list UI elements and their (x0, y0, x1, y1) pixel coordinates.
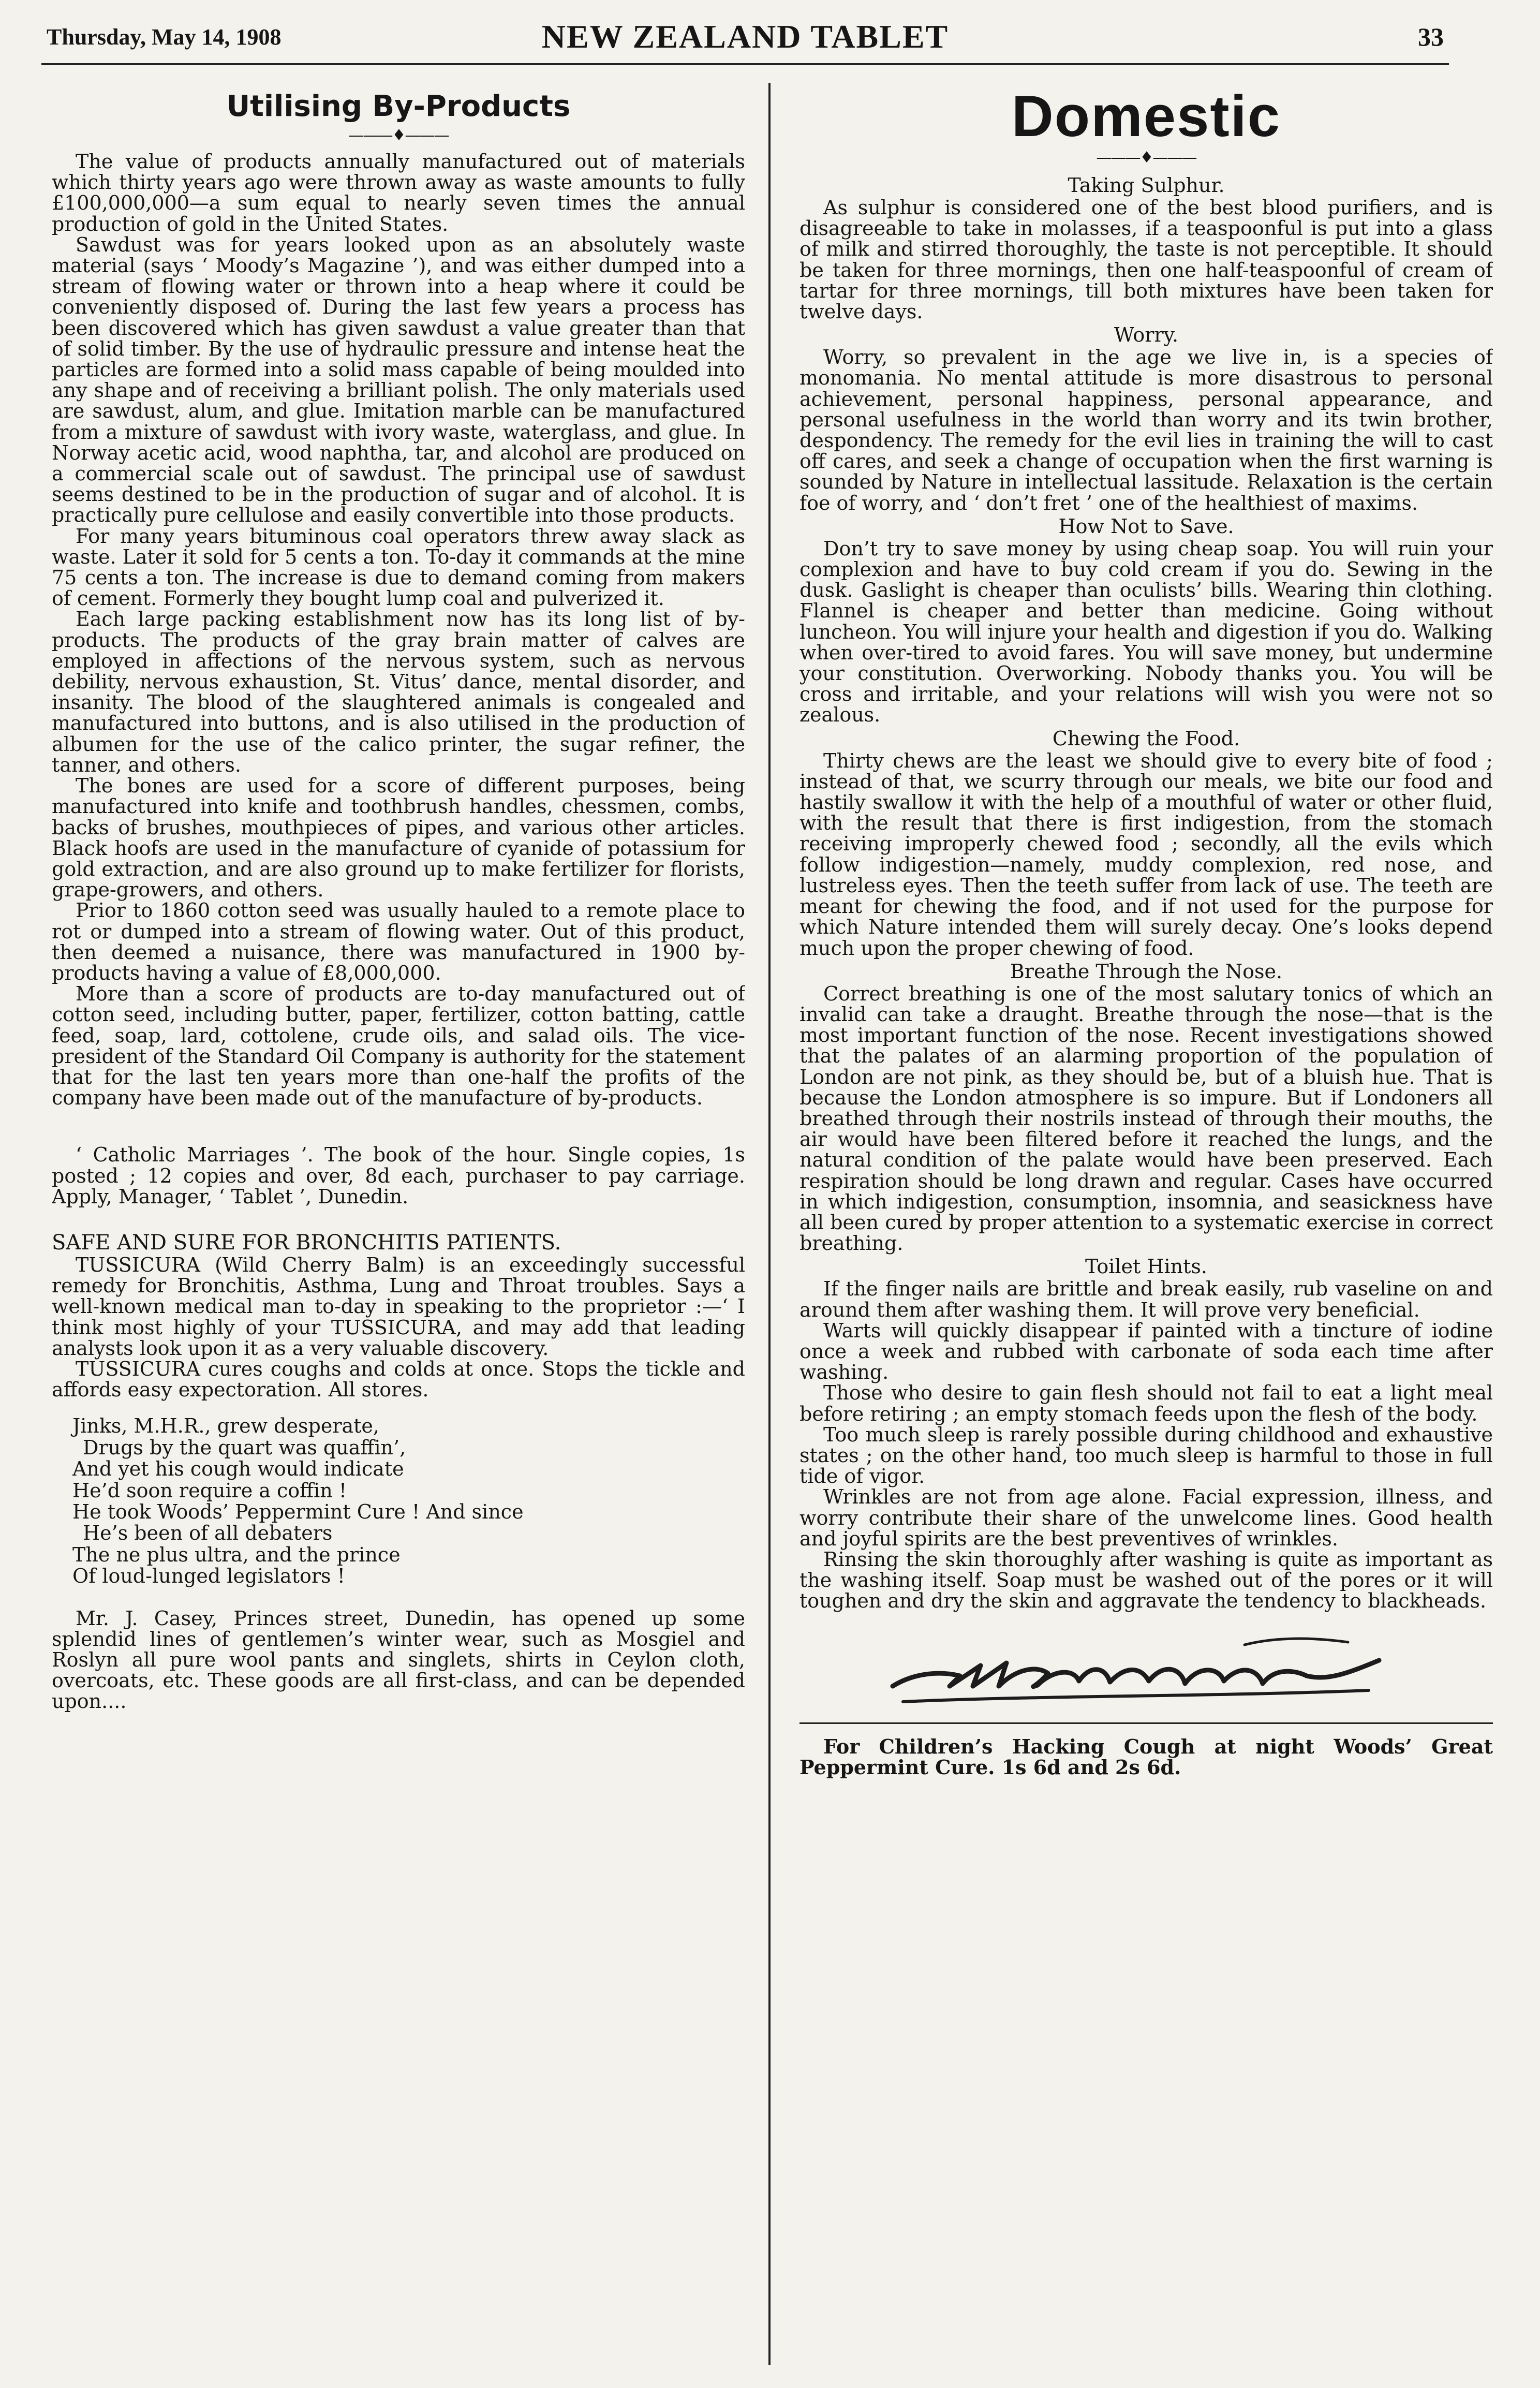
domestic-paragraph: Warts will quickly disappear if painted with a tincture of iodine once a week and rubbed with carbonate of soda each time after washing. (799, 1319, 1493, 1384)
subheading: Taking Sulphur. (1068, 174, 1225, 197)
left-column (52, 85, 745, 2368)
article-paragraph: Each large packing establishment now has its long list of by-products. The products of the gray brain matter of calves are employed in affections of the nervous system, such as nervous debility, nervous exhaustion, St. Vitus’ dance, mental disorder, and insanity. The blood of the slaughtered animals is congealed and manufactured into buttons, and is also utilised in the production of albumen for the use of the calico printer, the sugar refiner, the tanner, and others. (52, 608, 745, 776)
article-paragraph: For many years bituminous coal operators threw away slack as waste. Later it sold for 5 cents a ton. To-day it commands at the mine 75 cents a ton. The increase is due to demand coming from makers of cement. Formerly they bought lump coal and pulverized it. (52, 524, 745, 610)
ornament-divider: ———♦——— (348, 126, 449, 144)
article-paragraph: The value of products annually manufactured out of materials which thirty years ago were thrown away as waste amounts to fully £100,000,000—a sum equal to nearly seven times the annual production of gold in the United States. (52, 150, 745, 235)
domestic-paragraph: Wrinkles are not from age alone. Facial expression, illness, and worry contribute their share of the unwelcome lines. Good health and joyful spirits are the best preventives of wrinkles. (799, 1485, 1493, 1550)
subheading: Toilet Hints. (1085, 1255, 1208, 1278)
subheading: Worry. (1114, 323, 1179, 347)
right-column (799, 85, 1493, 2368)
advert-tussicura-text: TUSSICURA (Wild Cherry Balm) is an exceedingly successful remedy for Bronchitis, Asthma, Lung and Throat troubles. Says a well-known medical man to-day in speaking to the proprietor :—‘ I think most highly of your TUSSICURA, and may add that leading analysts look upon it as a very valuable discovery. (52, 1253, 745, 1360)
advert-tussicura-heading: SAFE AND SURE FOR BRONCHITIS PATIENTS. (52, 1230, 561, 1255)
column-divider (768, 83, 771, 2365)
poem-line: He took Woods’ Peppermint Cure ! And since (72, 1500, 524, 1523)
domestic-paragraph: Too much sleep is rarely possible during childhood and exhaustive states ; on the other hand, too much sleep is harmful to those in full tide of vigor. (799, 1423, 1493, 1488)
article-heading-by-products: Utilising By-Products (226, 90, 571, 123)
article-paragraph: The bones are used for a score of different purposes, being manufactured into knife and toothbrush handles, chessmen, combs, backs of brushes, mouthpieces of pipes, and various other articles. Black hoofs are used in the manufacture of cyanide of potassium for gold extraction, and are also ground up to make fertilizer for florists, grape-growers, and others. (52, 774, 745, 902)
advert-peppermint-poem (72, 1416, 745, 1587)
advert-tussicura-text: TUSSICURA cures coughs and colds at once. Stops the tickle and affords easy expectoration. All stores. (52, 1357, 745, 1402)
subheading: Chewing the Food. (1052, 727, 1240, 750)
advert-woods-peppermint: For Children’s Hacking Cough at night Woods’ Great Peppermint Cure. 1s 6d and 2s 6d. (799, 1734, 1493, 1779)
footnote-rule (799, 1722, 1493, 1724)
domestic-paragraph: As sulphur is considered one of the best blood purifiers, and is disagreeable to take in molasses, if a teaspoonful is put into a glass of milk and stirred thoroughly, the taste is not perceptible. It should be taken for three mornings, then one half-teaspoonful of cream of tartar for three mornings, till both mixtures have been taken for twelve days. (799, 196, 1493, 323)
section-heading-domestic: Domestic (1011, 85, 1281, 149)
poem-line: Drugs by the quart was quaffin’, (83, 1436, 406, 1459)
domestic-paragraph: If the finger nails are brittle and break easily, rub vaseline on and around them after washing them. It will prove very beneficial. (799, 1277, 1493, 1321)
domestic-paragraph: Those who desire to gain flesh should not fail to eat a light meal before retiring ; an empty stomach feeds upon the flesh of the body. (799, 1381, 1493, 1425)
domestic-paragraph: Correct breathing is one of the most salutary tonics of which an invalid can take a draught. Breathe through the nose—that is the most important function of the nose. Recent investigations showed that the palates of an alarming proportion of the population of London are not pink, as they should be, but of a bluish hue. That is because the London atmosphere is so impure. But if Londoners all breathed through their nostrils instead of through their mouths, the air would have been filtered before it reached the lungs, and the natural condition of the palate would have been preserved. Each respiration should be long drawn and regular. Cases have occurred in which indigestion, consumption, insomnia, and seasickness have all been cured by proper attention to a systematic exercise in correct breathing. (799, 982, 1493, 1255)
domestic-paragraph: Don’t try to save money by using cheap soap. You will ruin your complexion and have to buy cold cream if you do. Sewing in the dusk. Gaslight is cheaper than oculists’ bills. Wearing thin clothing. Flannel is cheaper and better than medicine. Going without luncheon. You will injure your health and digestion if you do. Walking when over-tired to avoid fares. You will save money, but undermine your constitution. Overworking. Nobody thanks you. You will be cross and irritable, and your relations will wish you were not so zealous. (799, 537, 1493, 727)
advert-casey: Mr. J. Casey, Princes street, Dunedin, has opened up some splendid lines of gentlemen’s winter wear, such as Mosgiel and Roslyn all pure wool pants and singlets, shirts in Ceylon cloth, overcoats, etc. These goods are all first-class, and can be depended upon.... (52, 1606, 745, 1713)
ornament-divider: ———♦——— (1096, 149, 1196, 167)
poem-line: And yet his cough would indicate (72, 1457, 404, 1481)
poem-line: The ne plus ultra, and the prince (72, 1543, 401, 1566)
article-paragraph: More than a score of products are to-day manufactured out of cotton seed, including butter, paper, fertilizer, cotton batting, cattle feed, soap, lard, cottolene, crude oils, and salad oils. The vice-president of the Standard Oil Company is authority for the statement that for the last ten years more than one-half the profits of the company have been made out of the manufacture of by-products. (52, 982, 745, 1110)
domestic-paragraph: Rinsing the skin thoroughly after washing is quite as important as the washing itself. Soap must be washed out of the pores or it will toughen and dry the skin and aggravate the tendency to blackheads. (799, 1547, 1493, 1613)
poem-line: Of loud-lunged legislators ! (72, 1565, 345, 1588)
signature-flourish (882, 1624, 1400, 1712)
advert-catholic-marriages: ‘ Catholic Marriages ’. The book of the hour. Single copies, 1s posted ; 12 copies and over, 8d each, purchaser to pay carriage. Apply, Manager, ‘ Tablet ’, Dunedin. (52, 1143, 745, 1208)
issue-date: Thursday, May 14, 1908 (47, 24, 282, 50)
page-header (47, 9, 1444, 66)
article-paragraph: Sawdust was for years looked upon as an absolutely waste material (says ‘ Moody’s Magazine ’), and was either dumped into a stream of flowing water or thrown into a heap where it could be conveniently disposed of. During the last few years a process has been discovered which has given sawdust a value greater than that of solid timber. By the use of hydraulic pressure and intense heat the particles are formed into a solid mass capable of being moulded into any shape and of receiving a brilliant polish. The only materials used are sawdust, alum, and glue. Imitation marble can be manufactured from a mixture of sawdust with ivory waste, waterglass, and glue. In Norway acetic acid, wood naphtha, tar, and alcohol are produced on a commercial scale out of sawdust. The principal use of sawdust seems destined to be in the production of sugar and of alcohol. It is practically pure cellulose and easily convertible into those products. (52, 233, 745, 527)
masthead-title: NEW ZEALAND TABLET (541, 18, 949, 55)
poem-line: He’d soon require a coffin ! (72, 1479, 347, 1502)
page-number: 33 (1418, 22, 1444, 51)
maureen-signature (799, 1624, 1493, 1712)
subheading: Breathe Through the Nose. (1010, 960, 1283, 983)
article-paragraph: Prior to 1860 cotton seed was usually hauled to a remote place to rot or dumped into a stream of flowing water. Out of this product, then deemed a nuisance, there was manufactured in 1900 by-products having a value of £8,000,000. (52, 899, 745, 984)
header-rule (41, 63, 1449, 65)
poem-line: Jinks, M.H.R., grew desperate, (72, 1414, 379, 1438)
domestic-paragraph: Worry, so prevalent in the age we live in, is a species of monomania. No mental attitude is more disastrous to personal achievement, personal happiness, personal appearance, and personal usefulness in the world than worry and its twin brother, despondency. The remedy for the evil lies in training the will to cast off cares, and seek a change of occupation when the first warning is sounded by Nature in intellectual lassitude. Relaxation is the certain foe of worry, and ‘ don’t fret ’ one of the healthiest of maxims. (799, 346, 1493, 514)
domestic-paragraph: Thirty chews are the least we should give to every bite of food ; instead of that, we scurry through our meals, we bite our food and hastily swallow it with the help of a mouthful of water or other fluid, with the result that there is first indigestion, from the stomach receiving improperly chewed food ; secondly, all the evils which follow indigestion—namely, muddy complexion, red nose, and lustreless eyes. Then the teeth suffer from lack of use. The teeth are meant for chewing the food, and if not used for the purpose for which Nature intended them will surely decay. One’s looks depend much upon the proper chewing of food. (799, 749, 1493, 960)
poem-line: He’s been of all debaters (83, 1522, 333, 1545)
subheading: How Not to Save. (1058, 514, 1234, 538)
